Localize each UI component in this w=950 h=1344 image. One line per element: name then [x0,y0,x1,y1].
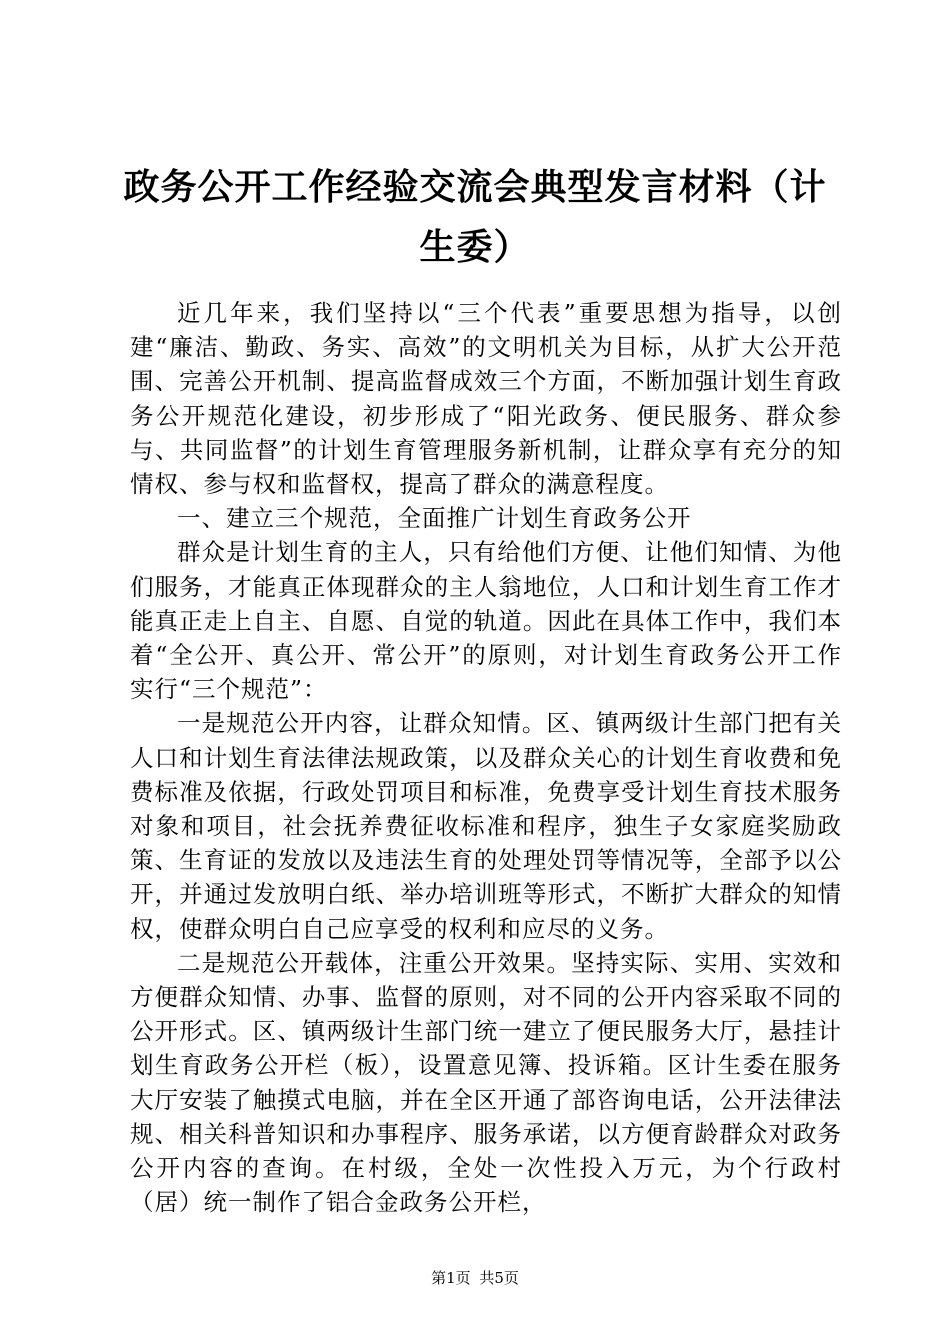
page-total: 共5页 [479,1269,519,1287]
paragraph-section-1: 群众是计划生育的主人，只有给他们方便、让他们知情、为他们服务，才能真正体现群众的主人翁地位，人口和计划生育工作才能真正走上自主、自愿、自觉的轨道。因此在具体工作中，我们本着“全公开、真公开、常公开”的原则，对计划生育政务公开工作实行“三个规范”： [130,538,842,704]
page-number: 第1页 [431,1269,471,1287]
document-body [130,296,842,1219]
paragraph-norm-1: 一是规范公开内容，让群众知情。区、镇两级计生部门把有关人口和计划生育法律法规政策，以及群众关心的计划生育收费和免费标准及依据，行政处罚项目和标准，免费享受计划生育技术服务对象和项目，社会抚养费征收标准和程序，独生子女家庭奖励政策、生育证的发放以及违法生育的处理处罚等情况等，全部予以公开，并通过发放明白纸、举办培训班等形式，不断扩大群众的知情权，使群众明白自己应享受的权利和应尽的义务。 [130,709,842,943]
paragraph-intro: 近几年来，我们坚持以“三个代表”重要思想为指导，以创建“廉洁、勤政、务实、高效”的文明机关为目标，从扩大公开范围、完善公开机制、提高监督成效三个方面，不断加强计划生育政务公开规范化建设，初步形成了“阳光政务、便民服务、群众参与、共同监督”的计划生育管理服务新机制，让群众享有充分的知情权、参与权和监督权，提高了群众的满意程度。 [130,299,842,499]
paragraph-norm-2: 二是规范公开载体，注重公开效果。坚持实际、实用、实效和方便群众知情、办事、监督的原则，对不同的公开内容采取不同的公开形式。区、镇两级计生部门统一建立了便民服务大厅，悬挂计划生育政务公开栏（板），设置意见簿、投诉箱。区计生委在服务大厅安装了触摸式电脑，并在全区开通了部咨询电话，公开法律法规、相关科普知识和办事程序、服务承诺，以方便育龄群众对政务公开内容的查询。在村级，全处一次性投入万元，为个行政村（居）统一制作了铝合金政务公开栏， [130,948,842,1217]
page-footer [0,1268,950,1288]
section-heading-1: 一、建立三个规范，全面推广计划生育政务公开 [177,504,692,533]
document-title: 政务公开工作经验交流会典型发言材料（计生委） [123,167,827,268]
